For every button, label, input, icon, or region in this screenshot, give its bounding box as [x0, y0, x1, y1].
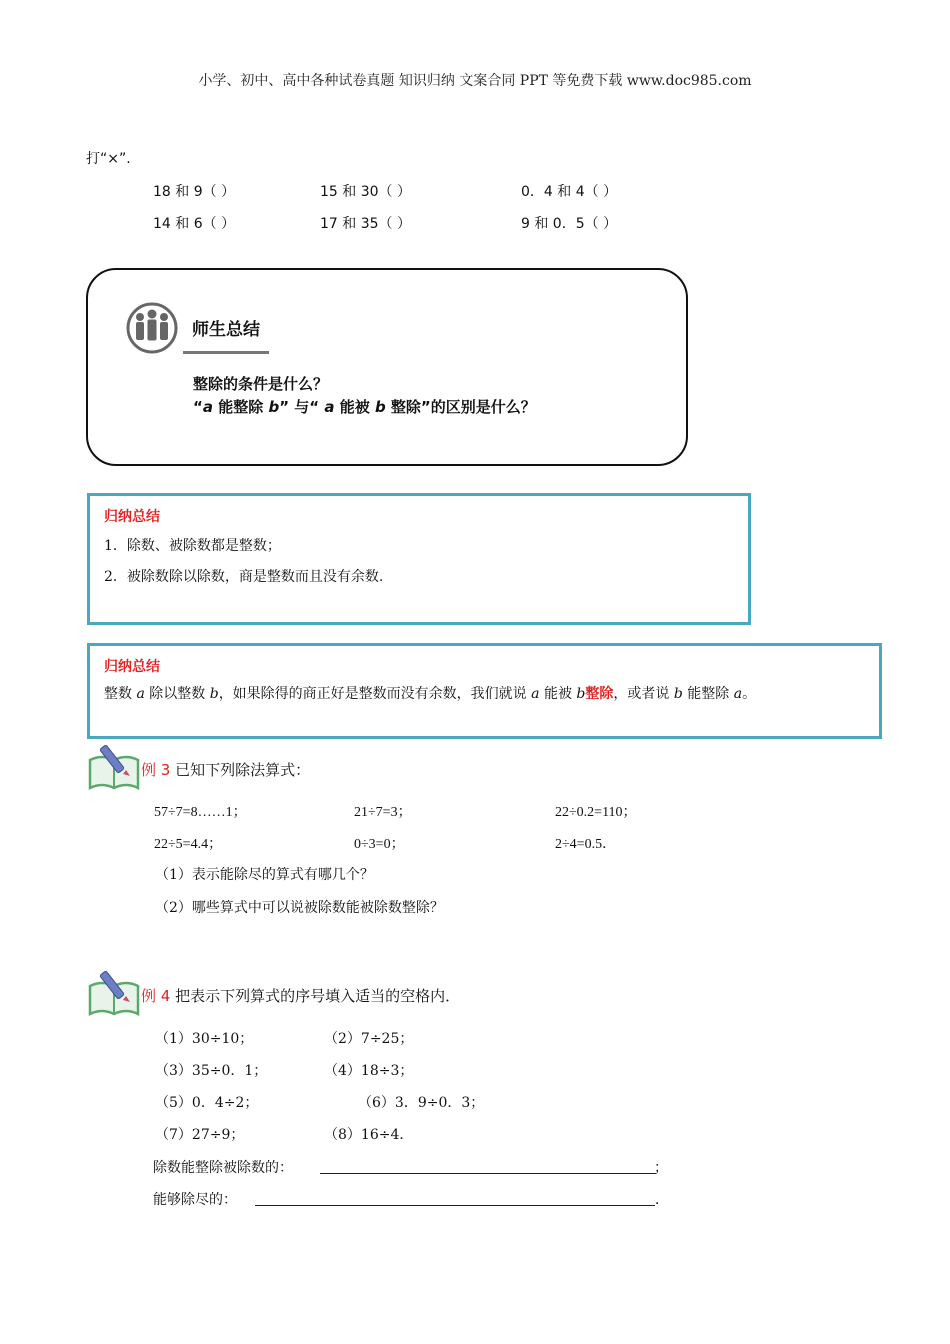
book-pen-icon	[86, 742, 142, 792]
summary-1-item: 1．除数、被除数都是整数；	[104, 538, 281, 554]
page-header: 小学、初中、高中各种试卷真题 知识归纳 文案合同 PPT 等免费下载 www.doc985.com	[198, 73, 752, 89]
expression-item: （8）16÷4．	[324, 1127, 414, 1143]
equation: 57÷7=8……1；	[154, 805, 247, 820]
equation: 2÷4=0.5．	[555, 837, 617, 852]
pair-item: 17 和 35（ ）	[320, 216, 411, 232]
fill-1-end: ；	[654, 1160, 668, 1176]
fill-1-blank[interactable]	[320, 1173, 656, 1174]
example-3-question-2: （2）哪些算式中可以说被除数能被除数整除？	[155, 900, 444, 916]
expression-item: （7）27÷9；	[155, 1127, 245, 1143]
pair-item: 14 和 6（ ）	[153, 216, 236, 232]
highlight-term: 整除	[585, 686, 614, 702]
people-group-icon	[124, 302, 184, 354]
equation: 22÷0.2=110；	[555, 805, 637, 820]
equation: 0÷3=0；	[354, 837, 405, 852]
teacher-summary-title: 师生总结	[192, 320, 260, 340]
example-4-heading: 例 4 把表示下列算式的序号填入适当的空格内．	[141, 987, 461, 1005]
expression-item: （5）0．4÷2；	[155, 1095, 259, 1111]
question-2: “a 能整除 b” 与“ a 能被 b 整除”的区别是什么？	[193, 398, 536, 416]
summary-2-text: 整数 a 除以整数 b，如果除得的商正好是整数而没有余数，我们就说 a 能被 b整除，或者说 b 能整除 a。	[104, 686, 757, 702]
fill-1-label: 除数能整除被除数的：	[153, 1160, 293, 1176]
example-3-question-1: （1）表示能除尽的算式有哪几个？	[155, 867, 374, 883]
intro-text: 打“×”.	[86, 151, 131, 167]
expression-item: （6）3．9÷0．3；	[358, 1095, 485, 1111]
fill-2-label: 能够除尽的：	[153, 1192, 237, 1208]
equation: 22÷5=4.4；	[154, 837, 223, 852]
summary-1-item: 2．被除数除以除数，商是整数而且没有余数.	[104, 569, 384, 585]
example-3-heading: 例 3 已知下列除法算式：	[141, 761, 311, 779]
question-1: 整除的条件是什么？	[193, 375, 329, 393]
summary-box-1	[87, 493, 751, 625]
fill-2-blank[interactable]	[255, 1205, 655, 1206]
equation: 21÷7=3；	[354, 805, 412, 820]
teacher-summary-box	[86, 268, 688, 466]
pair-item: 15 和 30（ ）	[320, 184, 411, 200]
expression-item: （3）35÷0．1；	[155, 1063, 268, 1079]
title-underline	[183, 351, 269, 354]
pair-item: 18 和 9（ ）	[153, 184, 236, 200]
summary-1-title: 归纳总结	[104, 509, 160, 525]
expression-item: （2）7÷25；	[324, 1031, 414, 1047]
fill-2-end: ．	[655, 1192, 669, 1208]
expression-item: （4）18÷3；	[324, 1063, 414, 1079]
book-pen-icon	[86, 968, 142, 1018]
expression-item: （1）30÷10；	[155, 1031, 254, 1047]
pair-item: 0．4 和 4（ ）	[521, 184, 618, 200]
pair-item: 9 和 0．5（ ）	[521, 216, 618, 232]
summary-2-title: 归纳总结	[104, 659, 160, 675]
